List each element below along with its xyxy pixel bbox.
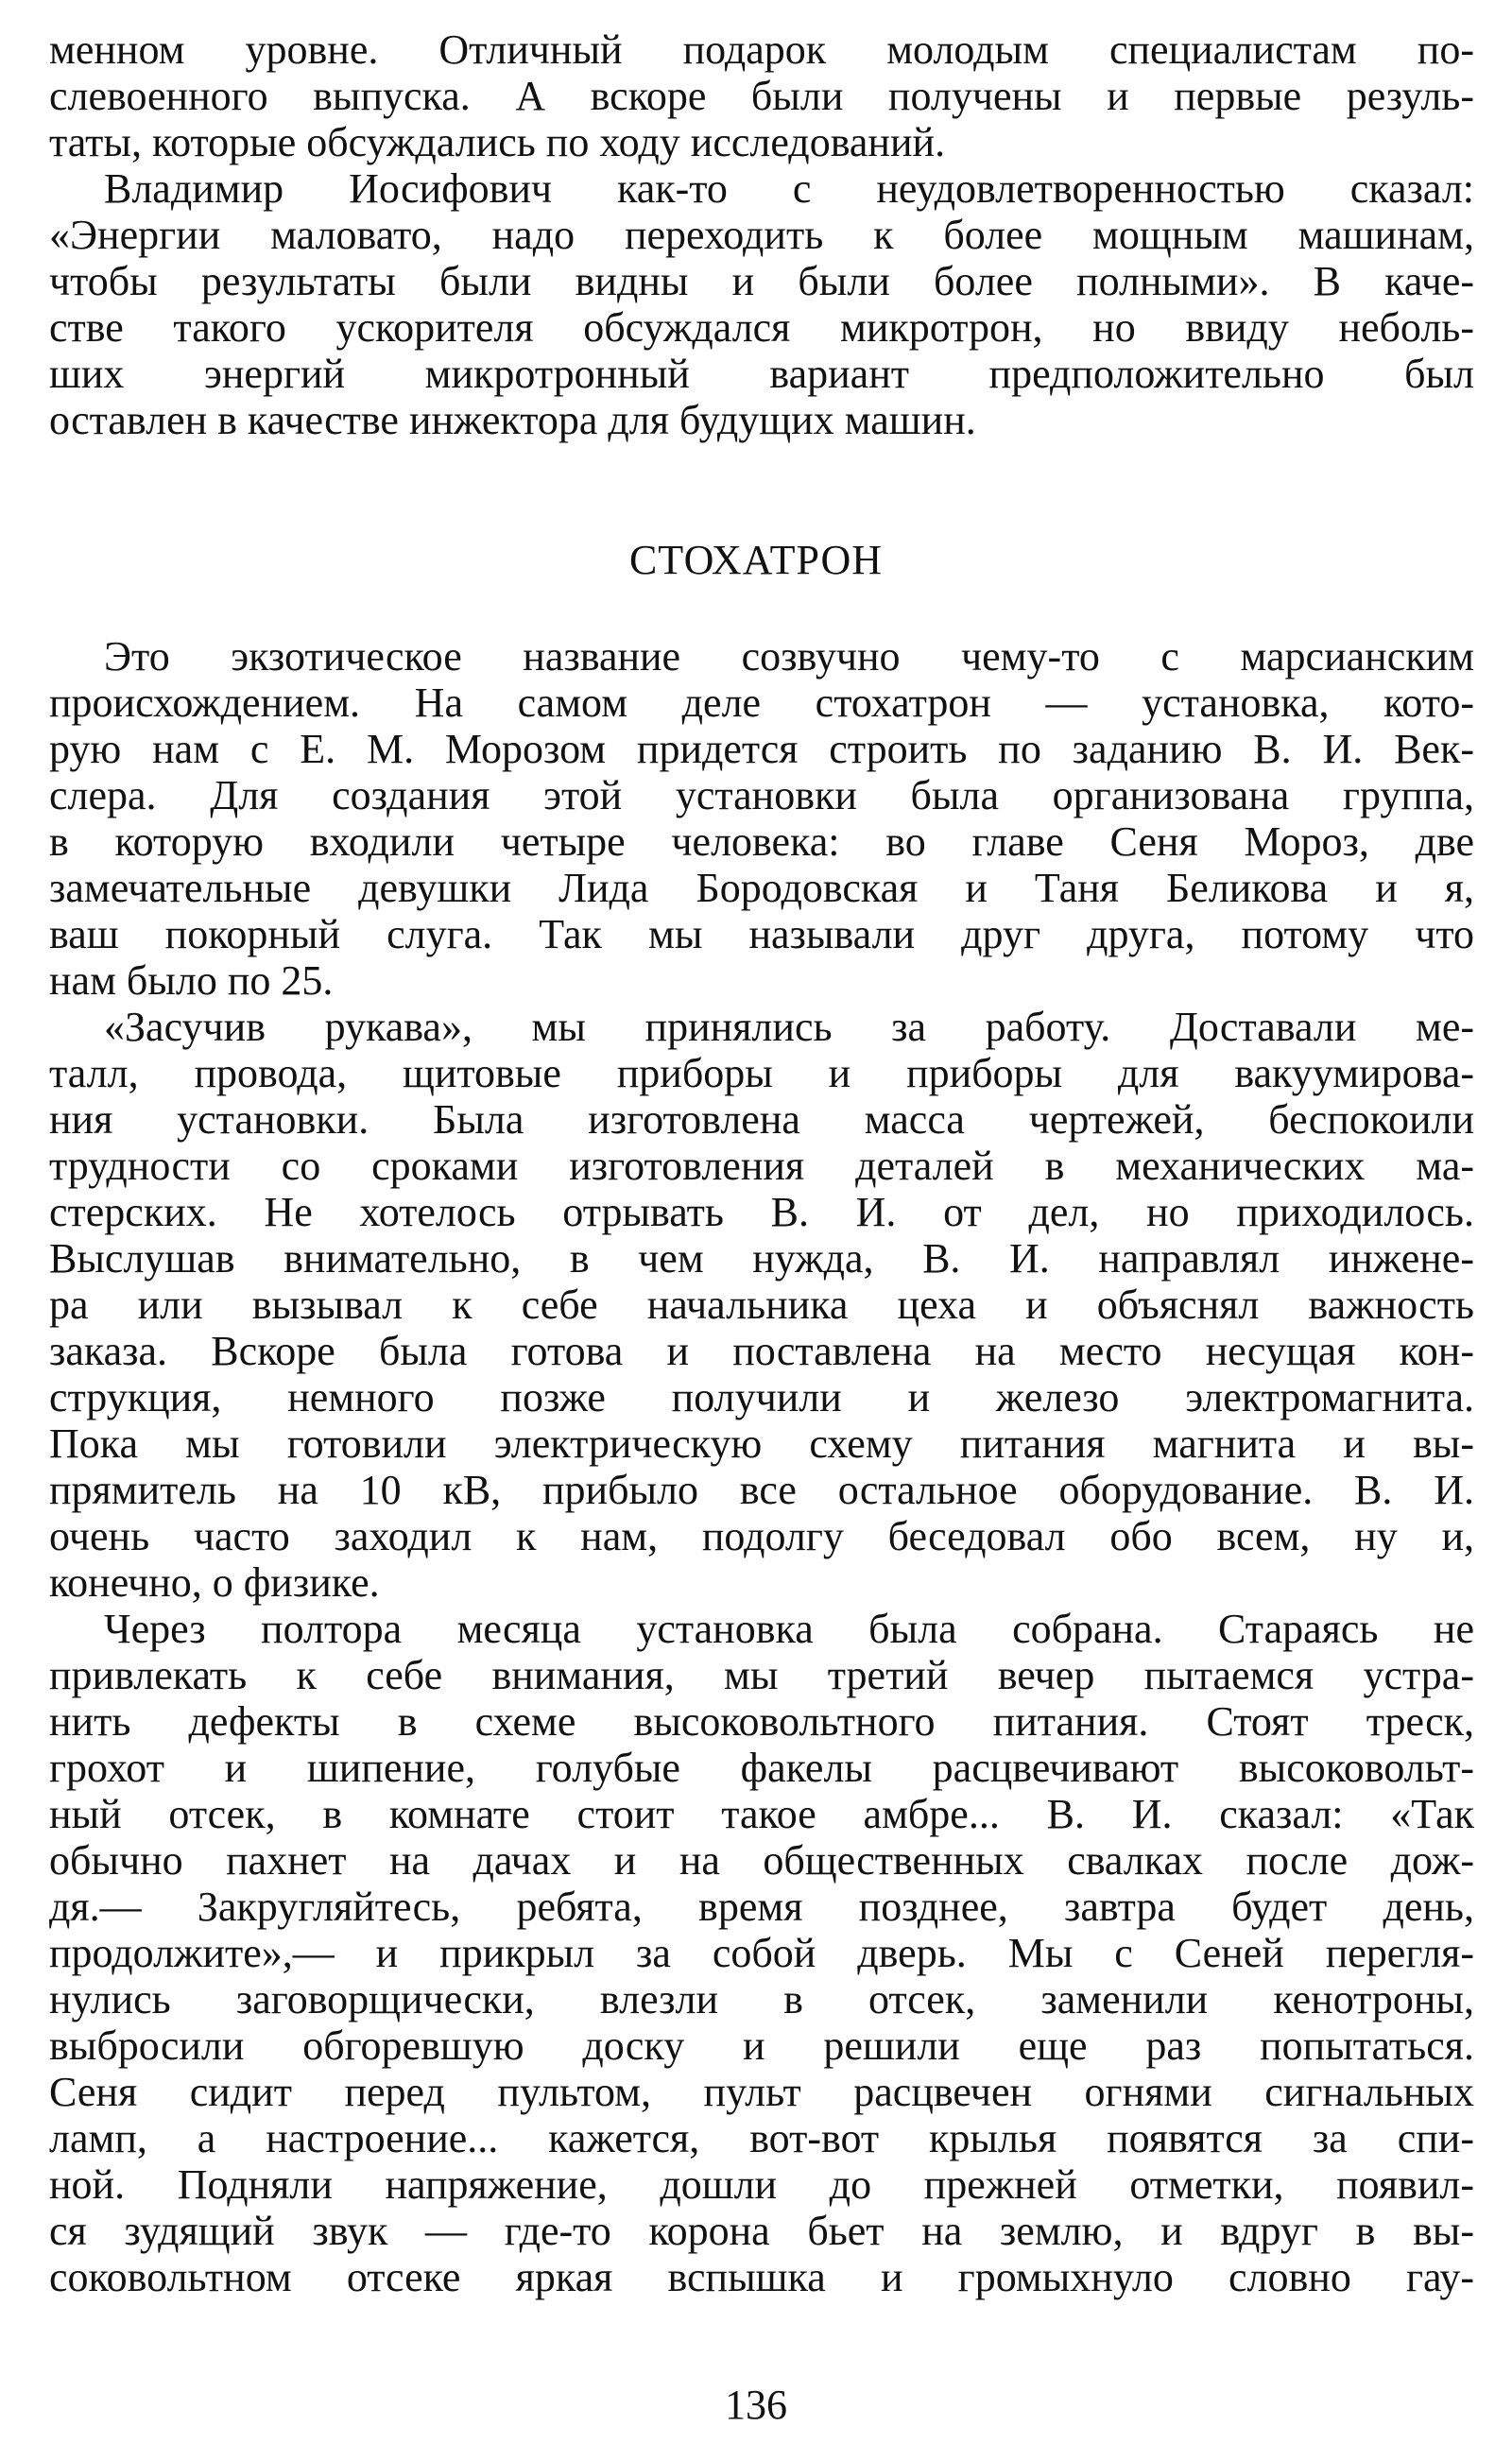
text-line: оставлен в качестве инжектора для будущих машин. [49, 397, 976, 443]
text-line: «Энергии маловато, надо переходить к более мощным машинам, [49, 212, 1474, 258]
text-block-intro [49, 26, 1474, 443]
text-line: ния установки. Была изготовлена масса чертежей, беспокоили [49, 1096, 1474, 1143]
text-line: слера. Для создания этой установки была организована группа, [49, 772, 1474, 818]
text-line: грохот и шипение, голубые факелы расцвечивают высоковольт- [49, 1745, 1474, 1791]
text-line: выбросили обгоревшую доску и решили еще раз попытаться. [49, 2022, 1474, 2069]
text-line: таты, которые обсуждались по ходу исследований. [49, 119, 946, 165]
text-line: продолжите»,— и прикрыл за собой дверь. Мы с Сеней перегля- [49, 1930, 1474, 1976]
text-line: стерских. Не хотелось отрывать В. И. от дел, но приходилось. [49, 1189, 1474, 1235]
text-line: нам было по 25. [49, 957, 334, 1004]
text-line: нить дефекты в схеме высоковольтного питания. Стоят треск, [49, 1698, 1474, 1745]
text-line: ламп, а настроение... кажется, вот-вот крылья появятся за спи- [49, 2115, 1474, 2161]
text-line: стве такого ускорителя обсуждался микротрон, но ввиду неболь- [49, 304, 1474, 351]
text-line: замечательные девушки Лида Бородовская и Таня Беликова и я, [49, 865, 1474, 911]
text-line: Выслушав внимательно, в чем нужда, В. И. направлял инжене- [49, 1235, 1474, 1282]
section-heading: СТОХАТРОН [628, 537, 884, 583]
text-line: «Засучив рукава», мы принялись за работу. Доставали ме- [104, 1004, 1474, 1050]
text-line: привлекать к себе внимания, мы третий вечер пытаемся устра- [49, 1652, 1474, 1698]
text-line: Через полтора месяца установка была собрана. Стараясь не [104, 1606, 1474, 1652]
text-line: струкция, немного позже получили и железо электромагнита. [49, 1374, 1474, 1420]
text-line: рую нам с Е. М. Морозом придется строить по заданию В. И. Век- [49, 726, 1474, 772]
text-line: в которую входили четыре человека: во главе Сеня Мороз, две [49, 818, 1474, 865]
text-line: ших энергий микротронный вариант предположительно был [49, 351, 1474, 397]
text-line: нулись заговорщически, влезли в отсек, заменили кенотроны, [49, 1976, 1474, 2022]
text-line: конечно, о физике. [49, 1559, 380, 1606]
text-line: ваш покорный слуга. Так мы называли друг друга, потому что [49, 911, 1474, 957]
text-line: менном уровне. Отличный подарок молодым специалистам по- [49, 26, 1474, 73]
text-line: чтобы результаты были видны и были более полными». В каче- [49, 258, 1474, 304]
text-line: Это экзотическое название созвучно чему-то с марсианским [104, 633, 1474, 680]
text-line: Сеня сидит перед пультом, пульт расцвечен огнями сигнальных [49, 2069, 1474, 2115]
text-line: Владимир Иосифович как-то с неудовлетворенностью сказал: [104, 165, 1474, 212]
text-line: ный отсек, в комнате стоит такое амбре... В. И. сказал: «Так [49, 1791, 1474, 1837]
text-line: очень часто заходил к нам, подолгу беседовал обо всем, ну и, [49, 1513, 1474, 1559]
text-line: прямитель на 10 кВ, прибыло все остальное оборудование. В. И. [49, 1467, 1474, 1513]
text-block-body [49, 633, 1474, 2300]
page-number: 136 [725, 2382, 787, 2428]
text-line: трудности со сроками изготовления деталей в механических ма- [49, 1143, 1474, 1189]
text-line: соковольтном отсеке яркая вспышка и громыхнуло словно гау- [49, 2254, 1474, 2300]
text-line: происхождением. На самом деле стохатрон — установка, кото- [49, 680, 1474, 726]
text-line: ной. Подняли напряжение, дошли до прежней отметки, появил- [49, 2161, 1474, 2208]
text-line: слевоенного выпуска. А вскоре были получены и первые резуль- [49, 73, 1474, 119]
text-line: дя.— Закругляйтесь, ребята, время позднее, завтра будет день, [49, 1884, 1474, 1930]
text-line: обычно пахнет на дачах и на общественных свалках после дож- [49, 1837, 1474, 1884]
text-line: заказа. Вскоре была готова и поставлена на место несущая кон- [49, 1328, 1474, 1374]
text-line: талл, провода, щитовые приборы и приборы для вакуумирова- [49, 1050, 1474, 1096]
text-line: Пока мы готовили электрическую схему питания магнита и вы- [49, 1420, 1474, 1467]
text-line: ра или вызывал к себе начальника цеха и объяснял важность [49, 1282, 1474, 1328]
text-line: ся зудящий звук — где-то корона бьет на землю, и вдруг в вы- [49, 2208, 1474, 2254]
